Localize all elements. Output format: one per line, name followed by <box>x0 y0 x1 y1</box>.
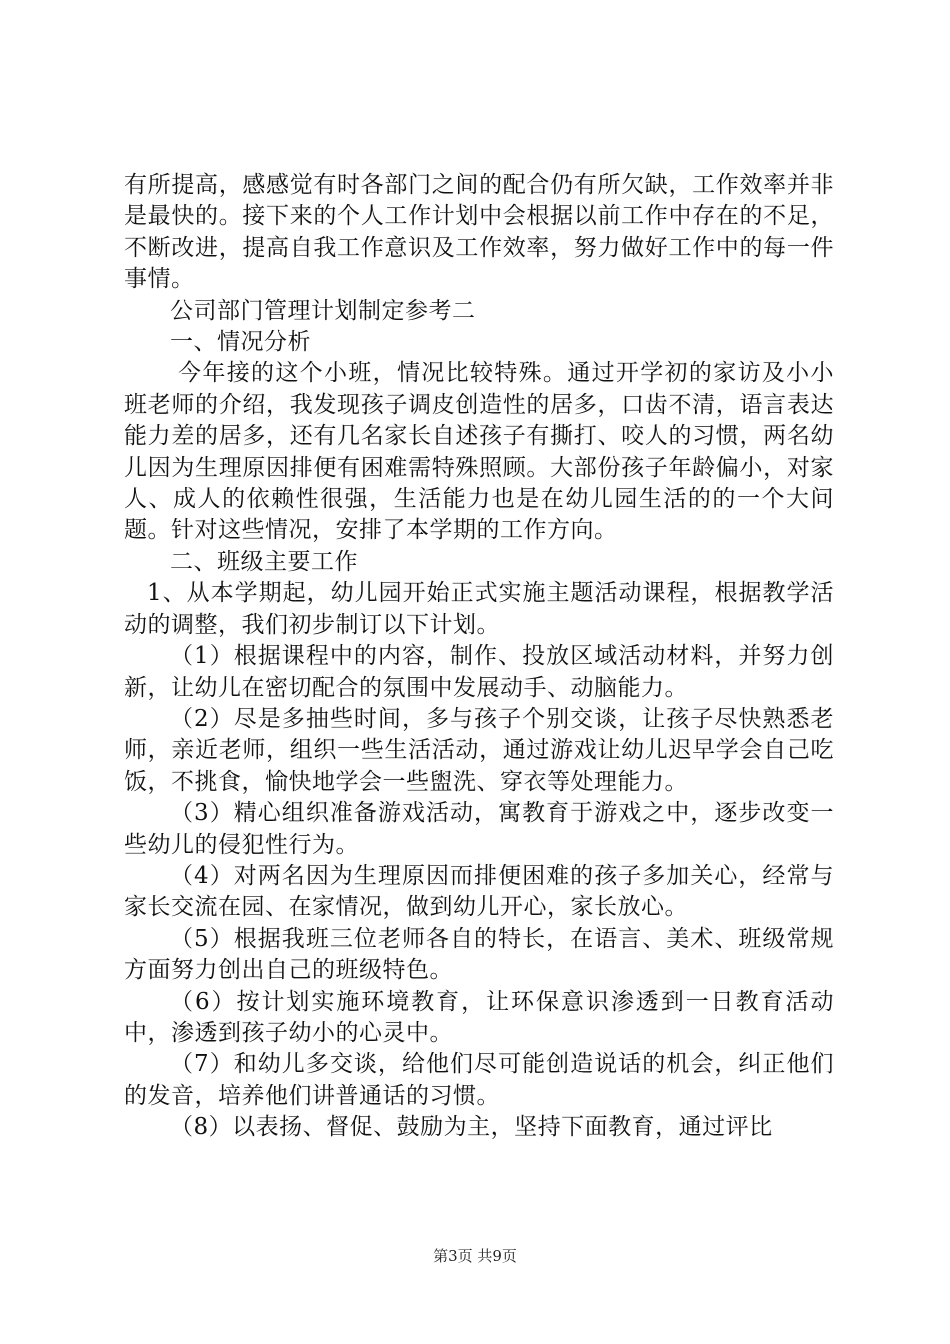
paragraph-item-1: 1、从本学期起，幼儿园开始正式实施主题活动课程，根据教学活动的调整，我们初步制订以下计划。 <box>124 580 834 638</box>
list-item: （2）尽是多抽些时间，多与孩子个别交谈，让孩子尽快熟悉老师，亲近老师，组织一些生活活动，通过游戏让幼儿迟早学会自己吃饭，不挑食，愉快地学会一些盥洗、穿衣等处理能力。 <box>124 705 834 795</box>
paragraph-situation: 今年接的这个小班，情况比较特殊。通过开学初的家访及小小班老师的介绍，我发现孩子调皮创造性的居多，口齿不清，语言表达能力差的居多，还有几名家长自述孩子有撕打、咬人的习惯，两名幼儿因为生理原因排便有困难需特殊照顾。大部份孩子年龄偏小，对家人、成人的依赖性很强，生活能力也是在幼儿园生活的的一个大问题。针对这些情况，安排了本学期的工作方向。 <box>124 360 834 544</box>
list-item: （6）按计划实施环境教育，让环保意识渗透到一日教育活动中，渗透到孩子幼小的心灵中。 <box>124 988 834 1046</box>
paragraph-continuation: 有所提高，感感觉有时各部门之间的配合仍有所欠缺，工作效率并非是最快的。接下来的个人工作计划中会根据以前工作中存在的不足，不断改进，提高自我工作意识及工作效率，努力做好工作中的每一件事情。 <box>124 172 834 293</box>
document-body <box>124 170 834 1144</box>
page-number-footer: 第3页 共9页 <box>433 1247 517 1265</box>
list-item: （8）以表扬、督促、鼓励为主，坚持下面教育，通过评比 <box>170 1114 773 1141</box>
list-item: （3）精心组织准备游戏活动，寓教育于游戏之中，逐步改变一些幼儿的侵犯性行为。 <box>124 800 834 858</box>
list-item: （1）根据课程中的内容，制作、投放区域活动材料，并努力创新，让幼儿在密切配合的氛围中发展动手、动脑能力。 <box>124 643 834 701</box>
heading-main-work: 二、班级主要工作 <box>170 548 358 575</box>
list-item: （4）对两名因为生理原因而排便困难的孩子多加关心，经常与家长交流在园、在家情况，做到幼儿开心，家长放心。 <box>124 862 834 921</box>
list-item: （5）根据我班三位老师各自的特长，在语言、美术、班级常规方面努力创出自己的班级特色。 <box>124 925 834 984</box>
heading-situation-analysis: 一、情况分析 <box>170 329 311 356</box>
section-title: 公司部门管理计划制定参考二 <box>170 297 476 324</box>
list-item: （7）和幼儿多交谈，给他们尽可能创造说话的机会，纠正他们的发音，培养他们讲普通话的习惯。 <box>124 1051 834 1109</box>
